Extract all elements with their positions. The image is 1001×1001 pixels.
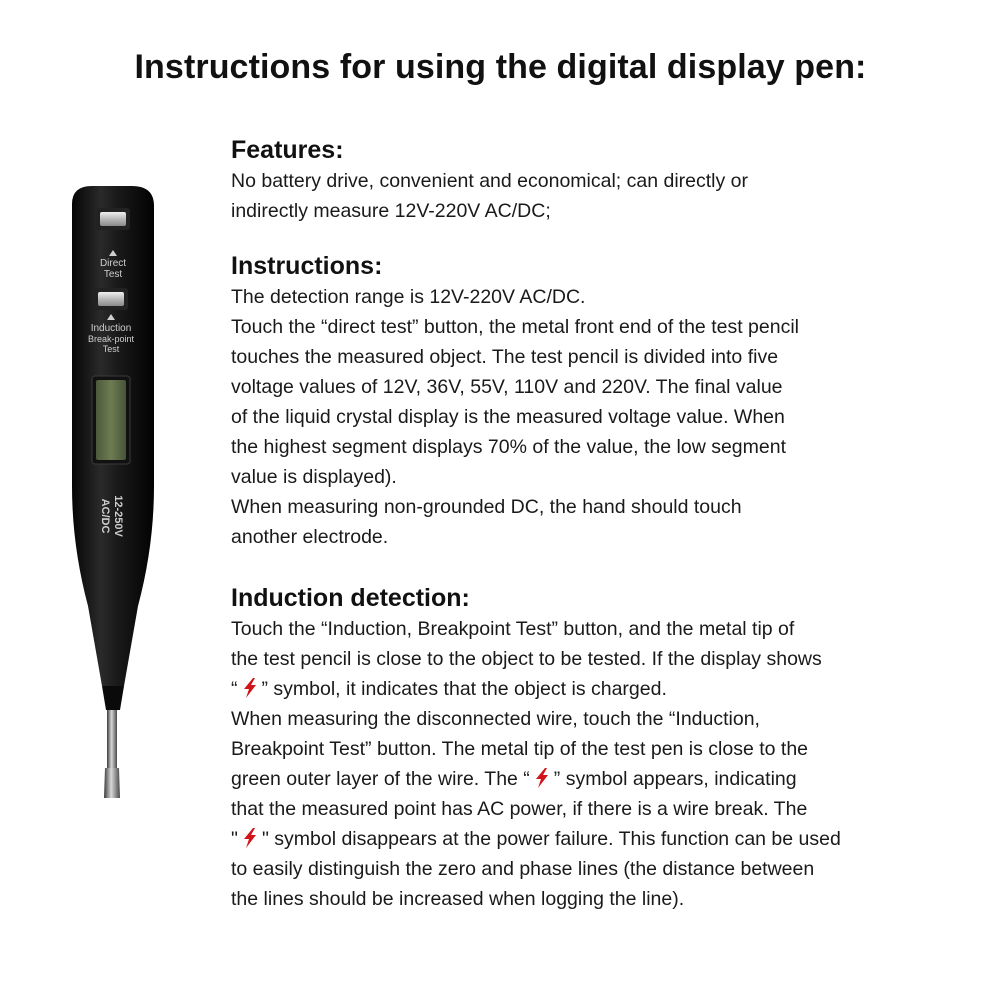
instructions-line: of the liquid crystal display is the measured voltage value. When	[231, 406, 785, 428]
quote-open: “	[231, 678, 238, 700]
induction-test-label-2: Break-point	[87, 334, 135, 344]
instructions-line: Touch the “direct test” button, the metal front end of the test pencil	[231, 316, 799, 338]
induction-test-label: Induction	[90, 323, 132, 334]
instructions-line: When measuring non-grounded DC, the hand should touch	[231, 496, 742, 518]
metal-tip-blade	[104, 768, 120, 798]
induction-heading: Induction detection:	[231, 584, 470, 612]
page-title: Instructions for using the digital display pen:	[134, 48, 867, 86]
induction-line	[231, 824, 951, 854]
induction-line-text: ” symbol, it indicates that the object is charged.	[261, 678, 667, 700]
features-heading: Features:	[231, 136, 344, 164]
instructions-line: voltage values of 12V, 36V, 55V, 110V and 220V. The final value	[231, 376, 783, 398]
lightning-bolt-icon	[242, 678, 258, 698]
induction-section	[231, 582, 951, 914]
instructions-line: touches the measured object. The test pencil is divided into five	[231, 346, 779, 368]
pen-collar	[102, 686, 124, 710]
induction-line: Touch the “Induction, Breakpoint Test” button, and the metal tip of	[231, 618, 795, 640]
instructions-line: the highest segment displays 70% of the value, the low segment	[231, 436, 786, 458]
range-label-2: 12-250V	[112, 495, 124, 537]
features-section	[231, 134, 951, 226]
lcd-display	[96, 380, 126, 460]
induction-line-text: ” symbol appears, indicating	[553, 768, 797, 790]
features-line: No battery drive, convenient and economical; can directly or	[231, 170, 749, 192]
induction-line: When measuring the disconnected wire, touch the “Induction,	[231, 708, 760, 730]
direct-test-label-2: Test	[103, 269, 123, 280]
direct-test-label: Direct	[99, 258, 127, 269]
instruction-content	[231, 134, 951, 914]
metal-tip-shaft	[107, 710, 117, 770]
instructions-section	[231, 250, 951, 552]
induction-line	[231, 764, 951, 794]
features-line: indirectly measure 12V-220V AC/DC;	[231, 200, 551, 222]
induction-line-text: " symbol disappears at the power failure. This function can be used	[261, 828, 841, 850]
induction-line-text: green outer layer of the wire. The “	[231, 768, 530, 790]
induction-line: Breakpoint Test” button. The metal tip of the test pen is close to the	[231, 738, 809, 760]
induction-test-label-3: Test	[102, 344, 120, 354]
range-label: AC/DC	[99, 498, 111, 534]
instructions-heading: Instructions:	[231, 252, 383, 280]
quote-open: "	[231, 828, 238, 850]
induction-line: the lines should be increased when logging the line).	[231, 888, 685, 910]
digital-display-pen-illustration	[58, 186, 168, 806]
induction-line	[231, 674, 951, 704]
lightning-bolt-icon	[534, 768, 550, 788]
instructions-line: another electrode.	[231, 526, 389, 548]
induction-line: the test pencil is close to the object to be tested. If the display shows	[231, 648, 822, 670]
instructions-line: The detection range is 12V-220V AC/DC.	[231, 286, 586, 308]
induction-line: to easily distinguish the zero and phase lines (the distance between	[231, 858, 815, 880]
instructions-line: value is displayed).	[231, 466, 397, 488]
lightning-bolt-icon	[242, 828, 258, 848]
induction-line: that the measured point has AC power, if there is a wire break. The	[231, 798, 808, 820]
